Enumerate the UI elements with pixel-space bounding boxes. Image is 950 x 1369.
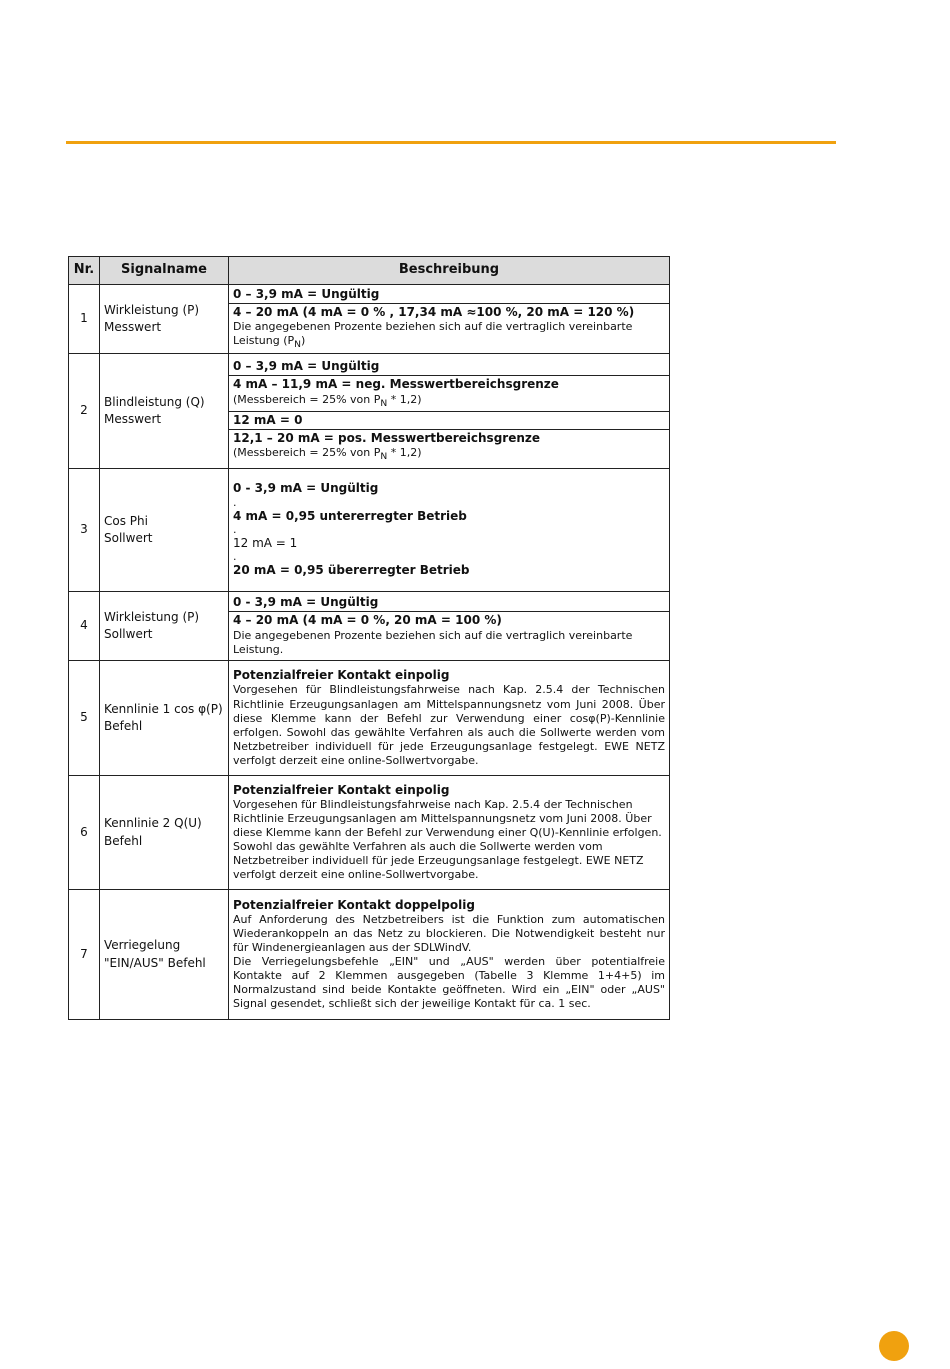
description-line: 0 - 3,9 mA = Ungültig	[233, 481, 379, 496]
description-text: Vorgesehen für Blindleistungsfahrweise nach Kap. 2.5.4 der Technischen Richtlinie Erzeugungsanlagen am Mittelspannungsnetz vom Juni 2008. Über diese Klemme kann der Befehl zur Verwendung einer cosφ(P)-Kennlinie erfolgen. Sowohl das gewählte Verfahren als auch die Sollwerte werden vom Netzbetreiber individuell für jede Erzeugungsanlage festgelegt. EWE NETZ verfolgt derzeit eine online-Sollwertvorgabe.	[233, 683, 665, 767]
description-cell	[229, 661, 670, 776]
description-text: Die Verriegelungsbefehle „EIN" und „AUS" werden über potentialfreie Kontakte auf 2 Klemmen ausgegeben (Tabelle 3 Klemme 1+4+5) im Normalzustand sind beide Kontakte geöffneten. Wird ein „EIN" oder „AUS" Signal gesendet, schließt sich der jeweilige Kontakt für ca. 1 sec.	[233, 955, 665, 1011]
description-note: Die angegebenen Prozente beziehen sich auf die vertraglich vereinbarte Leistung.	[233, 628, 633, 656]
page-marker-dot	[879, 1331, 909, 1361]
description-part	[229, 611, 669, 658]
description-part	[229, 667, 669, 769]
signal-name-line: Wirkleistung (P)	[104, 302, 200, 317]
signal-name-line: "EIN/AUS" Befehl	[104, 955, 206, 970]
dot-separator: .	[233, 523, 237, 536]
signal-name	[100, 285, 229, 354]
signal-table	[68, 256, 670, 1020]
description-part	[229, 375, 669, 410]
description-part	[229, 303, 669, 352]
description-part	[229, 897, 669, 1013]
row-number: 5	[69, 661, 100, 776]
description-cell	[229, 890, 670, 1020]
table-row	[69, 776, 670, 890]
signal-name	[100, 890, 229, 1020]
description-title: Potenzialfreier Kontakt doppelpolig	[233, 897, 475, 912]
description-part	[229, 782, 669, 884]
signal-name-line: Kennlinie 2 Q(U)	[104, 816, 202, 831]
signal-table-container	[68, 256, 669, 1020]
description-title: Potenzialfreier Kontakt einpolig	[233, 668, 450, 683]
signal-name-line: Sollwert	[104, 531, 153, 545]
signal-name-line: Verriegelung	[104, 938, 181, 953]
signal-name-line: Messwert	[104, 320, 162, 334]
description-note: (Messbereich = 25% von $P_N * 1,2$)	[233, 446, 422, 463]
description-line: 12 mA = 1	[233, 536, 298, 550]
description-range: 12,1 – 20 mA = pos. Messwertbereichsgrenze	[233, 430, 541, 445]
description-part: 0 – 3,9 mA = Ungültig	[233, 358, 380, 373]
table-row	[69, 469, 670, 592]
cos-phi-list	[229, 480, 669, 579]
description-title: Potenzialfreier Kontakt einpolig	[233, 782, 450, 797]
signal-name	[100, 661, 229, 776]
description-cell	[229, 285, 670, 354]
header-beschreibung: Beschreibung	[229, 257, 670, 285]
signal-name	[100, 469, 229, 592]
header-rule	[66, 141, 836, 144]
table-row	[69, 354, 670, 469]
header-nr: Nr.	[69, 257, 100, 285]
description-range: 4 – 20 mA (4 mA = 0 %, 20 mA = 100 %)	[233, 613, 502, 628]
signal-name-line: Kennlinie 1 cos φ(P)	[104, 701, 223, 716]
signal-name-line: Messwert	[104, 412, 162, 426]
signal-name-line: Blindleistung (Q)	[104, 394, 205, 409]
description-cell	[229, 592, 670, 661]
signal-name-line: Befehl	[104, 719, 143, 733]
description-text: Vorgesehen für Blindleistungsfahrweise nach Kap. 2.5.4 der Technischen Richtlinie Erzeugungsanlagen am Mittelspannungsnetz vom Juni 2008. Über diese Klemme kann der Befehl zur Verwendung einer Q(U)-Kennlinie erfolgen. Sowohl das gewählte Verfahren als auch die Sollwerte werden vom Netzbetreiber individuell für jede Erzeugungsanlage festgelegt. EWE NETZ verfolgt derzeit eine online-Sollwertvorgabe.	[233, 797, 662, 882]
description-line: 20 mA = 0,95 übererregter Betrieb	[233, 563, 470, 578]
signal-name	[100, 776, 229, 890]
table-row	[69, 592, 670, 661]
row-number: 4	[69, 592, 100, 661]
dot-separator: .	[233, 495, 237, 509]
description-range: 4 – 20 mA (4 mA = 0 % , 17,34 mA ≈100 %, 20 mA = 120 %)	[233, 305, 635, 319]
header-signalname: Signalname	[100, 257, 229, 285]
table-row	[69, 285, 670, 354]
description-part: 12 mA = 0	[229, 411, 669, 429]
signal-name-line: Wirkleistung (P)	[104, 609, 200, 624]
row-number: 2	[69, 354, 100, 469]
signal-name	[100, 354, 229, 469]
description-line: 4 mA = 0,95 untererregter Betrieb	[233, 508, 467, 523]
description-range: 4 mA – 11,9 mA = neg. Messwertbereichsgrenze	[233, 377, 559, 392]
description-cell	[229, 776, 670, 890]
description-note: Die angegebenen Prozente beziehen sich auf die vertraglich vereinbarte Leistung $(P_N)$	[233, 320, 633, 351]
description-cell	[229, 354, 670, 469]
signal-name-line: Befehl	[104, 833, 143, 848]
table-row	[69, 661, 670, 776]
row-number: 1	[69, 285, 100, 354]
row-number: 6	[69, 776, 100, 890]
description-cell	[229, 469, 670, 592]
dot-separator: .	[233, 550, 237, 564]
table-row	[69, 890, 670, 1020]
description-part: 0 - 3,9 mA = Ungültig	[233, 595, 379, 610]
table-header-row	[69, 257, 670, 285]
signal-name-line: Sollwert	[104, 627, 153, 641]
description-part: 0 – 3,9 mA = Ungültig	[233, 286, 380, 301]
row-number: 3	[69, 469, 100, 592]
description-note: (Messbereich = 25% von $P_N * 1,2$)	[233, 392, 422, 409]
description-part	[229, 429, 669, 464]
signal-name-line: Cos Phi	[104, 513, 148, 528]
row-number: 7	[69, 890, 100, 1020]
description-text: Auf Anforderung des Netzbetreibers ist die Funktion zum automatischen Wiederankoppeln an das Netz zu blockieren. Die Notwendigkeit besteht nur für Windenergieanlagen aus der SDLWindV.	[233, 912, 665, 955]
signal-name	[100, 592, 229, 661]
